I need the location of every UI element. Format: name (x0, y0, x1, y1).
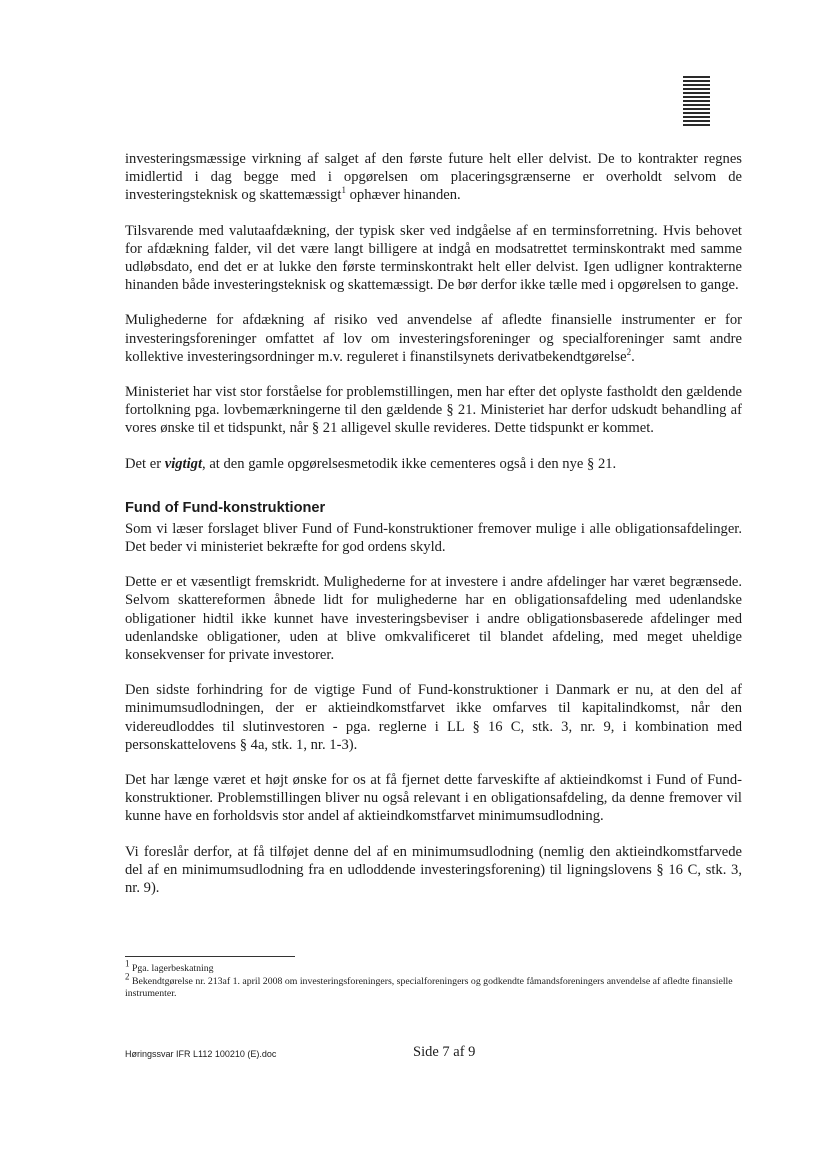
footnote-rule (125, 956, 295, 957)
section-paragraph: Det har længe været et højt ønske for os at få fjernet dette farveskifte af aktieindkomst i Fund of Fund-konstruktioner. Problemstillingen bliver nu også relevant i en obligationsafdeling, da denne fremover vil kunne have en forholdsvis stor andel af aktieindkomstfarvet minimumsudlodning. (125, 772, 742, 825)
paragraph-5: Det er vigtigt, at den gamle opgørelsesmetodik ikke cementeres også i den nye § 21. (125, 455, 617, 472)
section-paragraph: Vi foreslår derfor, at få tilføjet denne del af en minimumsudlodning (nemlig den aktieindkomstfarvede del af en minimumsudlodning fra en udloddende investeringsforening) til ligningslovens § 16 C, stk. 3, nr. 9). (125, 843, 742, 897)
paragraph-3: Mulighederne for afdækning af risiko ved anvendelse af afledte finansielle instrumenter er for investeringsforeninger omfattet af lov om investeringsforeninger og specialforeninger samt andre kollektive investeringsordninger m.v. reguleret i finanstilsynets derivatbekendtgørelse$^2$. (125, 312, 742, 365)
section-paragraph: Den sidste forhindring for de vigtige Fund of Fund-konstruktioner i Danmark er nu, at den del af minimumsudlodningen, der er aktieindkomstfarvet ikke omfarves til kapitalindkomst, når den videreudloddes til slutinvestoren - pga. reglerne i LL § 16 C, stk. 3, nr. 9, i kombination med personskattelovens § 4a, stk. 1, nr. 1-3). (125, 682, 742, 753)
page-number: Side 7 af 9 (413, 1044, 476, 1060)
footer-filename: Høringssvar IFR L112 100210 (E).doc (125, 1049, 277, 1059)
footnote-2: $^2$ Bekendtgørelse nr. 213af 1. april 2008 om investeringsforeningers, specialforeningers og godkendte fåmandsforeningers anvendelse af afledte finansielle instrumenter. (125, 971, 733, 1000)
paragraph-1: investeringsmæssige virkning af salget af den første future helt eller delvist. De to kontrakter regnes imidlertid i dag begge med i opgørelsen om placeringsgrænserne er overholdt selvom de investeringsteknisk og skattemæssigt$^1$ ophæver hinanden. (125, 151, 742, 204)
company-logo (683, 76, 710, 128)
document-body (125, 150, 742, 914)
paragraph-4: Ministeriet har vist stor forståelse for problemstillingen, men har efter det oplyste fastholdt den gældende fortolkning pga. lovbemærkningerne til den gældende § 21. Ministeriet har derfor udskudt behandling af vores ønske til et tidspunkt, når § 21 alligevel skulle revideres. Dette tidspunkt er kommet. (125, 384, 742, 437)
section-heading: Fund of Fund-konstruktioner (125, 499, 326, 516)
section-paragraph: Som vi læser forslaget bliver Fund of Fund-konstruktioner fremover mulige i alle obligationsafdelinger. Det beder vi ministeriet bekræfte for god ordens skyld. (125, 520, 742, 556)
footnote-1: $^1$ Pga. lagerbeskatning (125, 958, 214, 974)
section-paragraph: Dette er et væsentligt fremskridt. Mulighederne for at investere i andre afdelinger har været begrænsede. Selvom skattereformen åbnede lidt for mulighederne har en obligationsafdeling med udenlandske obligationer hidtil ikke kunnet have investeringsbeviser i andre obligationsbaserede afdelinger med udenlandske obligationer, uden at blive omkvalificeret til blandet afdeling, med meget uheldige konsekvenser for private investorer. (125, 574, 742, 664)
footnotes (125, 956, 742, 1001)
paragraph-2: Tilsvarende med valutaafdækning, der typisk sker ved indgåelse af en terminsforretning. Hvis behovet for afdækning falder, vil det være langt billigere at indgå en modsatrettet terminskontrakt med samme udløbsdato, end det er at lukke den første terminskontrakt helt eller delvist. Igen udligner kontrakterne hinanden både investeringsteknisk og skattemæssigt. De bør derfor ikke tælle med i opgørelsen to gange. (125, 222, 742, 294)
